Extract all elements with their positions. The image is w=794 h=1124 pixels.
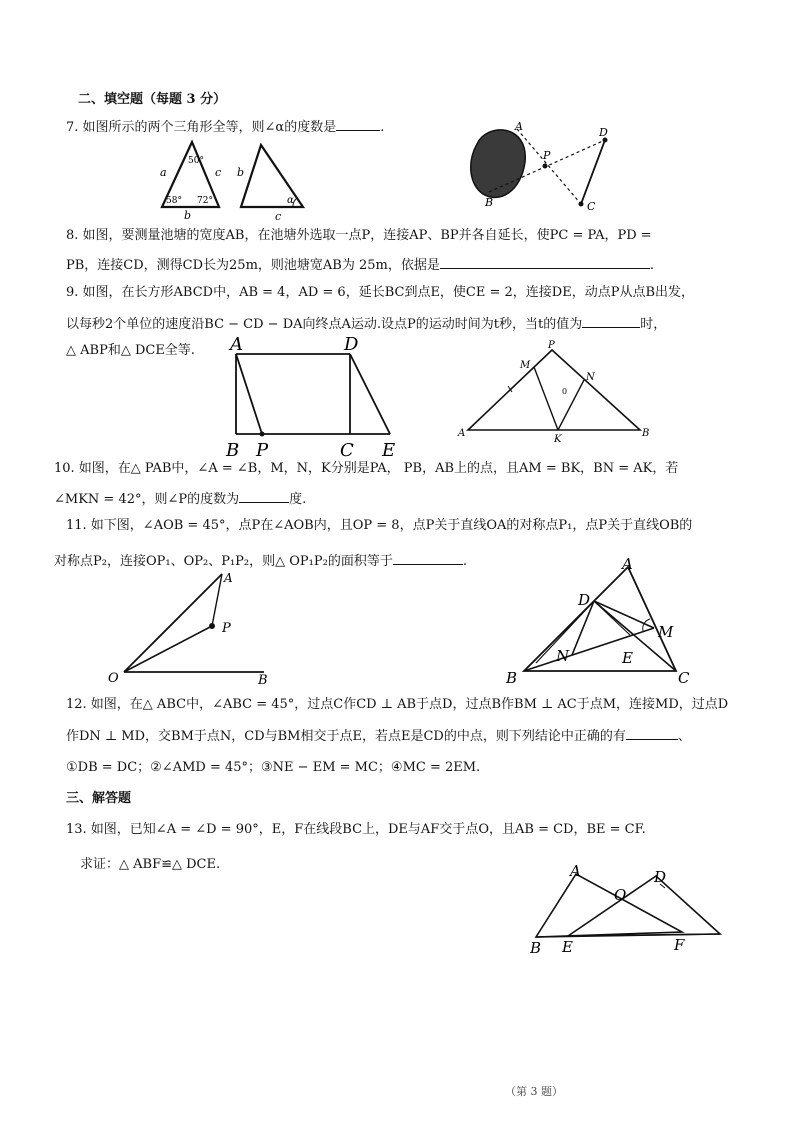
q7-triangle-2 (235, 136, 315, 221)
label-O: O (614, 886, 627, 904)
label-C: C (678, 669, 690, 687)
q7-tri1-side-a: a (160, 166, 167, 179)
q12-line3: ①DB = DC；②∠AMD = 45°；③NE − EM = MC；④MC = 2EM. (66, 760, 481, 775)
q11-line1: 11. 如下图，∠AOB = 45°，点P在∠AOB内，且OP = 8，点P关于直线OA的对称点P₁，点P关于直线OB的 (66, 518, 693, 533)
segment-DN (572, 601, 594, 655)
label-P: P (256, 440, 269, 460)
q9-rectangle-figure (222, 332, 412, 460)
q8-answer-blank[interactable] (440, 256, 650, 269)
label-M: M (658, 623, 674, 641)
q10-line1: 10. 如图，在△ PAB中，∠A = ∠B，M，N，K分别是PA， PB，AB上的点，且AM = BK，BN = AK，若 (54, 461, 679, 476)
triangle-DCE (568, 876, 720, 936)
q9-answer-blank[interactable] (582, 315, 640, 328)
q10-answer-blank[interactable] (239, 490, 289, 503)
q10-line2: ∠MKN = 42°，则∠P的度数为 度. (54, 492, 307, 507)
label-D: D (578, 591, 591, 609)
q8-line1: 8. 如图，要测量池塘的宽度AB，在池塘外选取一点P，连接AP、BP并各自延长，使PC = PA，PD = (66, 228, 652, 243)
label-C: C (340, 440, 354, 460)
q7-tri1-side-c: c (215, 166, 222, 179)
label-P: P (543, 149, 551, 162)
q8-line2: PB，连接CD，测得CD长为25m，则池塘宽AB为 25m，依据是 . (66, 258, 654, 273)
label-P: P (548, 340, 555, 351)
label-P: P (222, 621, 231, 636)
q9-line1: 9. 如图，在长方形ABCD中，AB = 4，AD = 6，延长BC到点E，使CE = 2，连接DE，动点P从点B出发， (66, 285, 695, 300)
label-B: B (506, 669, 518, 687)
q11-angle-figure (104, 566, 284, 686)
label-A: A (224, 571, 233, 585)
answer-section-title: 三、解答题 (66, 791, 132, 806)
pond-shape (471, 130, 526, 198)
label-B: B (258, 673, 268, 686)
label-M: M (520, 360, 531, 371)
q12-triangle-figure (500, 553, 700, 688)
point-P (543, 164, 548, 169)
q10-triangle-figure (452, 338, 652, 446)
label-N: N (586, 372, 595, 383)
q7-tri2-angle-alpha: α (287, 195, 294, 206)
q7-text: 7. 如图所示的两个三角形全等，则∠α的度数是 . (66, 120, 385, 135)
label-C: C (587, 200, 596, 213)
segment-BM (524, 628, 654, 671)
fill-section-title: 二、填空题（每题 3 分） (78, 92, 227, 107)
q11-answer-blank[interactable] (393, 552, 463, 565)
q7-tri2-side-c: c (275, 210, 282, 221)
triangle-ABC (524, 567, 676, 671)
label-D: D (654, 868, 667, 886)
label-B: B (642, 428, 650, 439)
q13-line2: 求证：△ ABF≌△ DCE. (80, 857, 221, 872)
q7-tri1-angle-right: 72° (197, 196, 213, 206)
q7-triangle-1 (150, 136, 230, 221)
label-E: E (382, 440, 396, 460)
label-A: A (458, 428, 466, 439)
q13-figure (522, 862, 727, 957)
label-E: E (622, 649, 633, 667)
q12-answer-blank[interactable] (626, 727, 678, 740)
label-B: B (530, 939, 542, 957)
label-N: N (556, 647, 570, 665)
segment-DE (350, 354, 390, 434)
label-F: F (674, 936, 685, 954)
label-A: A (570, 862, 581, 880)
q13-line1: 13. 如图，已知∠A = ∠D = 90°，E，F在线段BC上，DE与AF交于点O，且AB = CD，BE = CF. (66, 822, 646, 837)
q12-line1: 12. 如图，在△ ABC中，∠ABC = 45°，过点C作CD ⊥ AB于点D，过点B作BM ⊥ AC于点M，连接MD，过点D (66, 697, 729, 712)
segment-OP (124, 626, 212, 672)
q7-tri1-angle-top: 50° (188, 156, 204, 166)
q12-line2: 作DN ⊥ MD，交BM于点N，CD与BM相交于点E，若点E是CD的中点，则下列结论中正确的有 、 (66, 729, 691, 744)
page-footer: （第 3 题） (505, 1085, 563, 1098)
label-D: D (344, 334, 359, 355)
q7-tri2-side-b: b (237, 166, 245, 179)
segment-MK (534, 367, 558, 430)
label-B: B (485, 196, 494, 209)
label-A: A (230, 334, 243, 355)
q7-answer-blank[interactable] (336, 118, 380, 131)
label-O: O (108, 671, 119, 686)
segment-AC (517, 129, 581, 204)
segment-DE (594, 601, 630, 635)
label-angle-mark: 0 (562, 387, 568, 396)
label-B: B (226, 440, 240, 460)
q11-line2: 对称点P₂，连接OP₁、OP₂、P₁P₂，则△ OP₁P₂的面积等于 . (54, 554, 467, 569)
q7-tri1-angle-left: 58° (166, 196, 182, 206)
point-P (209, 623, 215, 629)
q7-tri1-side-b: b (184, 209, 192, 221)
label-A: A (515, 122, 523, 133)
label-D: D (599, 126, 608, 139)
label-E: E (562, 938, 573, 956)
point-C (579, 202, 584, 207)
point-P (260, 432, 265, 437)
segment-AP (236, 354, 262, 434)
ray-OA (124, 574, 222, 672)
label-K: K (554, 434, 562, 445)
label-A: A (622, 555, 633, 573)
q8-pond-figure (465, 122, 625, 214)
q9-line2: 以每秒2个单位的速度沿BC − CD − DA向终点A运动.设点P的运动时间为t秒，当t的值为 时， (66, 317, 667, 332)
q9-line3: △ ABP和△ DCE全等. (66, 343, 195, 358)
